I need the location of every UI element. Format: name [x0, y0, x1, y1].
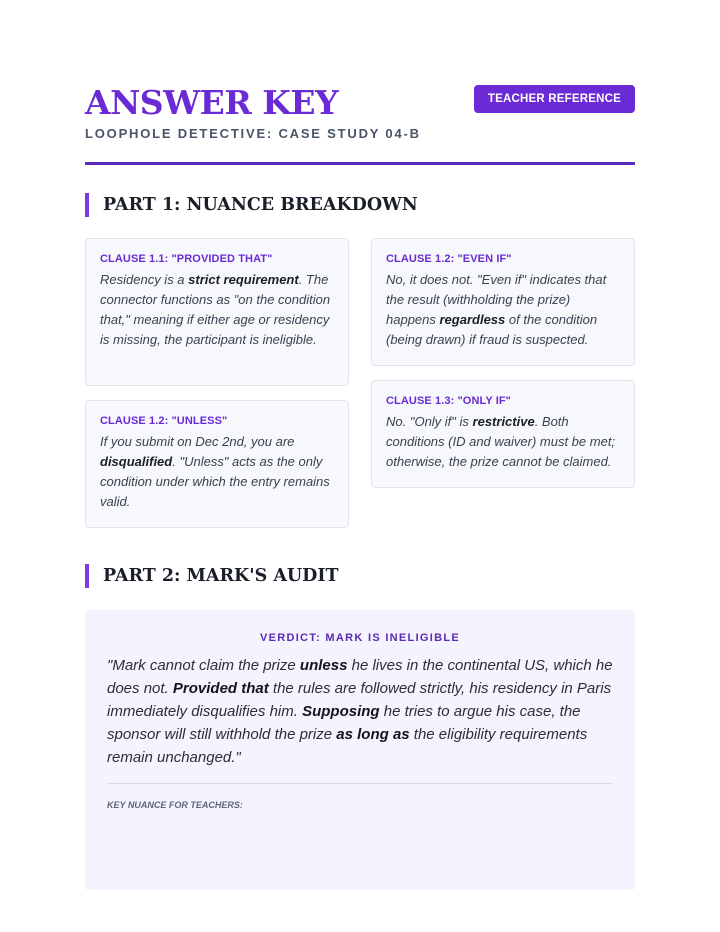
clause-answer: Residency is a strict requirement. The connector functions as "on the condition that," meaning if either age or residency is missing, the participant is ineligible.	[100, 272, 331, 347]
audit-divider	[107, 783, 613, 784]
part2-heading: PART 2: MARK'S AUDIT	[85, 564, 339, 588]
clause-card-provided-that	[85, 238, 349, 386]
clause-answer: No. "Only if" is restrictive. Both conditions (ID and waiver) must be met; otherwise, the prize cannot be claimed.	[386, 414, 616, 469]
header	[85, 0, 635, 165]
clause-answer: No, it does not. "Even if" indicates that the result (withholding the prize) happens regardless of the condition (being drawn) if fraud is suspected.	[386, 272, 607, 347]
audit-quote: "Mark cannot claim the prize unless he lives in the continental US, which he does not. Provided that the rules are followed strictly, his residency in Paris immediately disqualifies him. Supposing he tries to argue his case, the sponsor will still withhold the prize as long as the eligibility requirements remain unchanged."	[107, 657, 613, 766]
clause-label: CLAUSE 1.3: "ONLY IF"	[386, 395, 512, 407]
key-nuance-label: KEY NUANCE FOR TEACHERS:	[107, 800, 243, 810]
teacher-reference-badge[interactable]: TEACHER REFERENCE	[474, 85, 635, 113]
clause-label: CLAUSE 1.1: "PROVIDED THAT"	[100, 253, 273, 265]
mark-audit-panel	[85, 610, 635, 890]
verdict-label: VERDICT: MARK IS INELIGIBLE	[259, 632, 461, 644]
clause-label: CLAUSE 1.2: "EVEN IF"	[386, 253, 512, 265]
clause-card-even-if	[371, 238, 635, 366]
part1-heading: PART 1: NUANCE BREAKDOWN	[85, 193, 418, 217]
clause-card-unless	[85, 400, 349, 528]
clause-card-only-if	[371, 380, 635, 488]
page-subtitle: LOOPHOLE DETECTIVE: CASE STUDY 04-B	[85, 126, 421, 141]
page-title: ANSWER KEY	[85, 83, 339, 122]
clause-answer: If you submit on Dec 2nd, you are disqualified. "Unless" acts as the only condition under which the entry remains valid.	[100, 434, 330, 509]
clause-label: CLAUSE 1.2: "UNLESS"	[100, 415, 228, 427]
